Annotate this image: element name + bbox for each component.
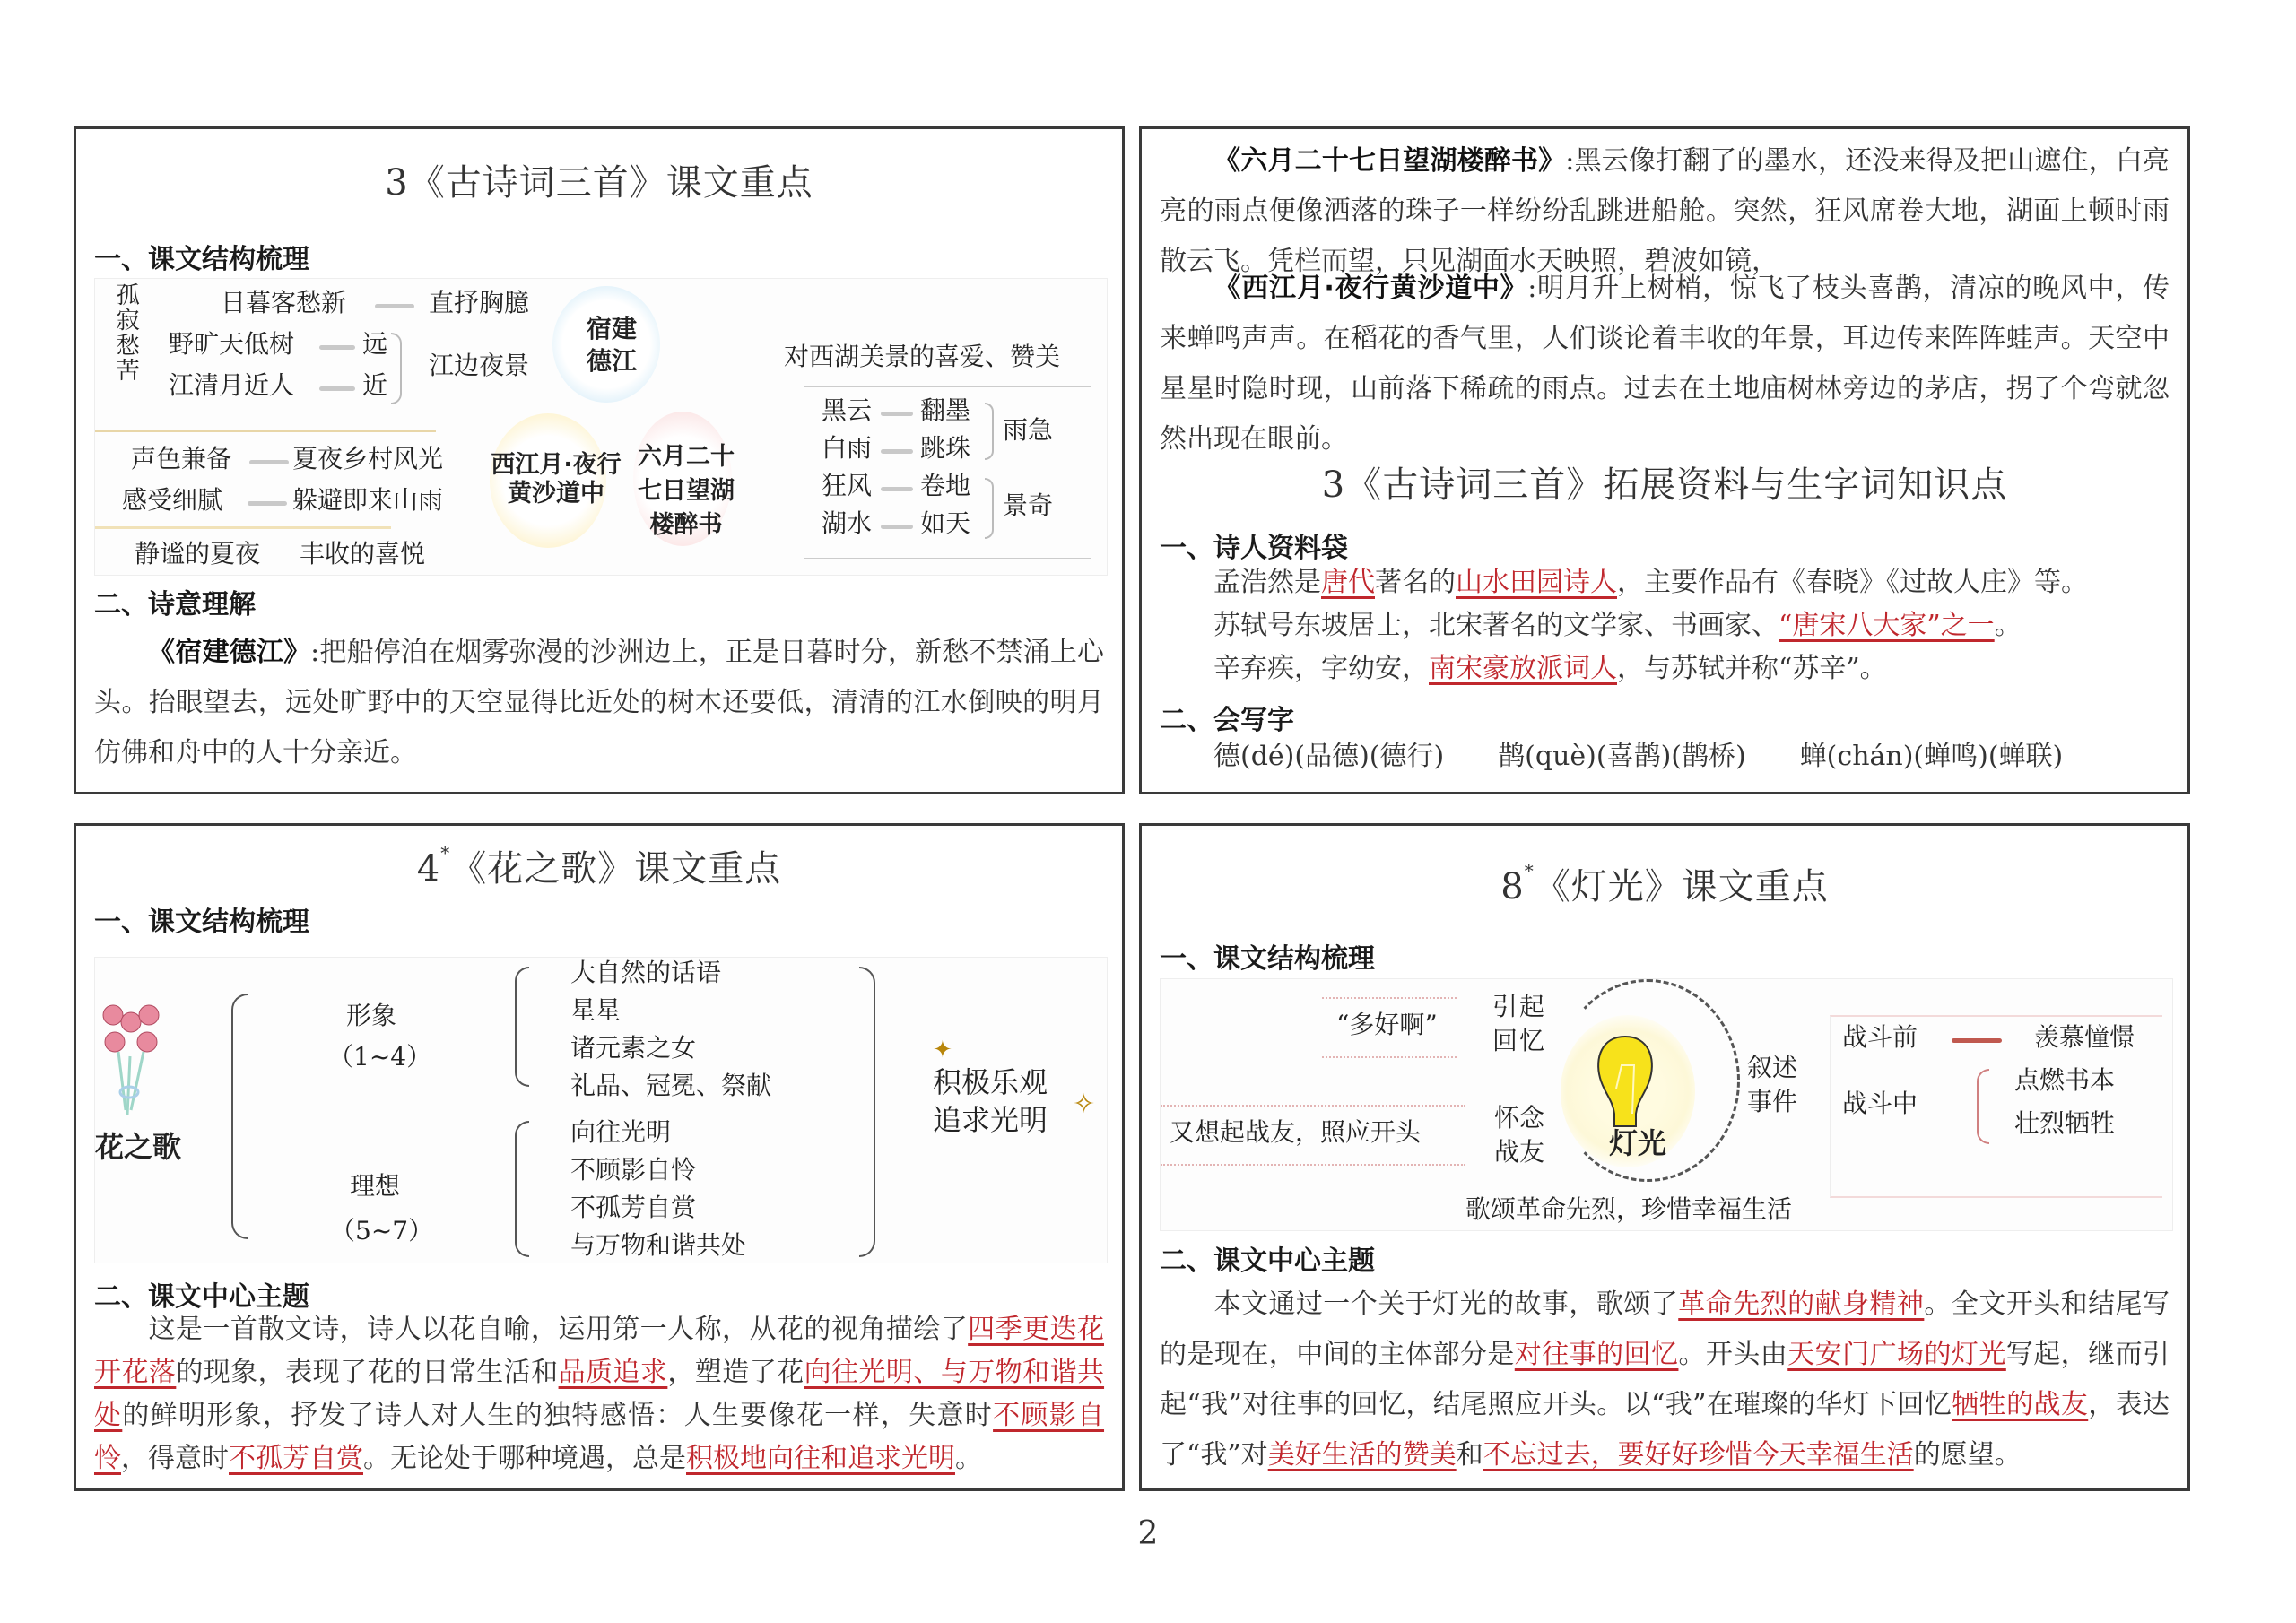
root-label: 花之歌: [95, 1130, 182, 1164]
diagram-text: 直抒胸臆: [429, 288, 530, 317]
diagram-text: 狂风: [822, 471, 873, 500]
poem-text: :明月升上树梢，惊飞了枝头喜鹊，清凉的晚风中，传来蝉鸣声声。在稻花的香气里，人们谈论着丰收的年景，耳边传来阵阵蛙声。天空中星星时隐时现，山前落下稀疏的雨点。过去在土地庙树林旁边的茅店，拐了个弯就忽然出现在眼前。: [1160, 273, 2170, 455]
conclusion: 追求光明: [933, 1103, 1048, 1137]
right-brace: [859, 967, 875, 1257]
during-item: 点燃书本: [2014, 1065, 2116, 1095]
diagram-text: 景奇: [1003, 490, 1054, 520]
branch-range: （5~7）: [330, 1216, 434, 1245]
poem-meaning-paragraph: [1160, 264, 2170, 464]
connector: [249, 460, 289, 464]
section-heading-theme: 二、课文中心主题: [1160, 1245, 1375, 1277]
summary-text: 歌颂革命先烈，珍惜幸福生活: [1465, 1194, 1793, 1224]
left-brace: [231, 994, 248, 1239]
during-label: 战斗中: [1842, 1089, 1918, 1118]
branch-label: 理想: [350, 1171, 401, 1201]
bracket: [985, 478, 994, 539]
connector: [248, 501, 287, 506]
left-brace: [515, 1121, 529, 1257]
lesson8-panel: [1139, 823, 2190, 1491]
poem-title: 《西江月·夜行黄沙道中》: [1213, 273, 1528, 304]
branch-range: （1~4）: [328, 1042, 432, 1072]
panel-title: 8*《灯光》课文重点: [1500, 860, 1829, 907]
poem-title: 《六月二十七日望湖楼醉书》: [1213, 145, 1566, 177]
diagram-text: 对西湖美景的喜爱、赞美: [784, 342, 1061, 371]
during-item: 壮烈牺牲: [2014, 1108, 2116, 1138]
diagram-text: 卷地: [920, 471, 971, 500]
lesson3-key-points-panel: [74, 126, 1125, 794]
poem-label-2: 西江月·夜行黄沙道中: [491, 451, 622, 508]
connector: [881, 412, 913, 416]
panel-title: 3《古诗词三首》课文重点: [385, 162, 813, 204]
poem-text: :黑云像打翻了的墨水，还没来得及把山遮住，白亮亮的雨点便像洒落的珠子一样纷纷乱跳进船舱。突然，狂风席卷大地，湖面上顿时雨散云飞。凭栏而望，只见湖面水天映照，碧波如镜，: [1160, 145, 2170, 277]
diagram-text: 声色兼备: [131, 444, 232, 473]
poem-text: :把船停泊在烟雾弥漫的沙洲边上，正是日暮时分，新愁不禁涌上心头。抬眼望去，远处旷野中的天空显得比近处的树木还要低，清清的江水倒映的明月仿佛和舟中的人十分亲近。: [94, 637, 1105, 768]
before-value: 羡慕憧憬: [2034, 1022, 2135, 1052]
connector: [319, 386, 355, 391]
poem-title: 《宿建德江》: [148, 637, 311, 668]
flower-bouquet-icon: [100, 1002, 160, 1119]
page-number: 2: [1137, 1515, 1159, 1552]
section-heading-theme: 二、课文中心主题: [94, 1281, 309, 1313]
poet-info: [1213, 561, 2170, 690]
light-bulb-icon: [1589, 1033, 1661, 1132]
panel-title: 3《古诗词三首》拓展资料与生字词知识点: [1321, 464, 2008, 506]
connector: [1952, 1038, 2002, 1043]
diagram-text: 跳珠: [920, 433, 971, 463]
section-heading-characters: 二、会写字: [1160, 705, 1294, 736]
narrate-label: 叙述事件: [1747, 1053, 1798, 1116]
star-icon: ✦: [933, 1037, 952, 1063]
divider: [95, 430, 436, 432]
diagram-text: 躲避即来山雨: [292, 485, 444, 515]
diagram-text: 黑云: [822, 395, 873, 425]
diagram-text: 丰收的喜悦: [300, 539, 426, 568]
connector: [881, 487, 913, 491]
diagram-text: 日暮客愁新: [221, 288, 347, 317]
item: 不孤芳自赏: [570, 1193, 697, 1222]
item: 大自然的话语: [570, 958, 722, 987]
side-label: 孤寂愁苦: [112, 282, 140, 383]
item: 向往光明: [570, 1117, 672, 1147]
poem-label-3: 六月二十七日望湖楼醉书: [638, 443, 735, 539]
bracket: [391, 333, 402, 404]
section-heading-structure: 一、课文结构梳理: [94, 907, 309, 938]
connector: [375, 304, 414, 308]
before-label: 战斗前: [1842, 1022, 1918, 1052]
star-icon: ✧: [1073, 1089, 1096, 1120]
connector: [319, 345, 355, 350]
diagram-text: 江边夜景: [429, 351, 530, 380]
panel-title: 4*《花之歌》课文重点: [416, 842, 782, 890]
connector: [881, 449, 913, 454]
left-brace: [515, 967, 529, 1087]
diagram-text: 江清月近人: [169, 370, 295, 400]
item: 诸元素之女: [570, 1033, 697, 1063]
branch-label: 形象: [346, 1001, 397, 1030]
bracket: [985, 403, 994, 460]
poet-meng-haoran: 孟浩然是唐代著名的山水田园诗人，主要作品有《春晓》《过故人庄》等。: [1213, 567, 2088, 598]
theme-paragraph: 本文通过一个关于灯光的故事，歌颂了革命先烈的献身精神。全文开头和结尾写的是现在，中间的主体部分是对往事的回忆。开头由天安门广场的灯光写起，继而引起“我”对往事的回忆，结尾照应开头。以“我”在璀璨的华灯下回忆牺牲的战友，表达了“我”对美好生活的赞美和不忘过去，要好好珍惜今天幸福生活的愿望。: [1160, 1289, 2170, 1471]
diagram-text: 近: [362, 370, 388, 400]
divider: [95, 526, 391, 529]
item: 礼品、冠冕、祭献: [570, 1071, 772, 1100]
connector: [881, 525, 913, 529]
item: 与万物和谐共处: [570, 1230, 747, 1260]
lesson4-panel: [74, 823, 1125, 1491]
evoke-label: 引起回忆: [1492, 992, 1547, 1055]
structure-diagram: [1160, 978, 2173, 1231]
lesson3-extension-panel: [1139, 126, 2190, 794]
diagram-text: 远: [362, 329, 388, 359]
section-heading-poets: 一、诗人资料袋: [1160, 533, 1348, 564]
diagram-text: 湖水: [822, 508, 873, 538]
section-heading-structure: 一、课文结构梳理: [94, 244, 309, 275]
section-heading-structure: 一、课文结构梳理: [1160, 943, 1375, 975]
bracket: [1977, 1069, 1989, 1144]
diagram-text: 感受细腻: [122, 485, 223, 515]
recall-text: 又想起战友，照应开头: [1170, 1117, 1422, 1147]
diagram-text: 白雨: [822, 433, 873, 463]
diagram-text: 静谧的夏夜: [135, 539, 261, 568]
diagram-text: 如天: [920, 508, 971, 538]
poem-meaning-paragraph: [94, 628, 1104, 778]
diagram-text: 翻墨: [920, 395, 971, 425]
diagram-text: 雨急: [1003, 415, 1054, 445]
conclusion: 积极乐观: [933, 1065, 1048, 1099]
poet-xin-qiji: 辛弃疾，字幼安，南宋豪放派词人，与苏轼并称“苏辛”。: [1213, 653, 1887, 684]
item: 不顾影自怜: [570, 1155, 697, 1185]
center-label: 灯光: [1609, 1126, 1667, 1160]
characters-list: 德(dé)(品德)(德行) 鹊(què)(喜鹊)(鹊桥) 蝉(chán)(蝉鸣)(蝉联): [1213, 741, 2064, 772]
theme-paragraph: 这是一首散文诗，诗人以花自喻，运用第一人称，从花的视角描绘了四季更迭花开花落的现象，表现了花的日常生活和品质追求，塑造了花向往光明、与万物和谐共处的鲜明形象，抒发了诗人对人生的独特感悟：人生要像花一样，失意时不顾影自怜，得意时不孤芳自赏。无论处于哪种境遇，总是积极地向往和追求光明。: [94, 1314, 1105, 1474]
section-heading-meaning: 二、诗意理解: [94, 589, 256, 621]
item: 星星: [570, 995, 622, 1025]
structure-diagram: [94, 278, 1108, 576]
miss-label: 怀念战友: [1494, 1103, 1545, 1167]
poem-label-1: 宿建德江: [587, 314, 638, 376]
diagram-text: 野旷天低树: [169, 329, 295, 359]
poet-su-shi: 苏轼号东坡居士，北宋著名的文学家、书画家、“唐宋八大家”之一。: [1213, 610, 2022, 641]
quote-text: “多好啊”: [1336, 1010, 1438, 1039]
structure-diagram: [94, 957, 1108, 1263]
diagram-text: 夏夜乡村风光: [292, 444, 444, 473]
